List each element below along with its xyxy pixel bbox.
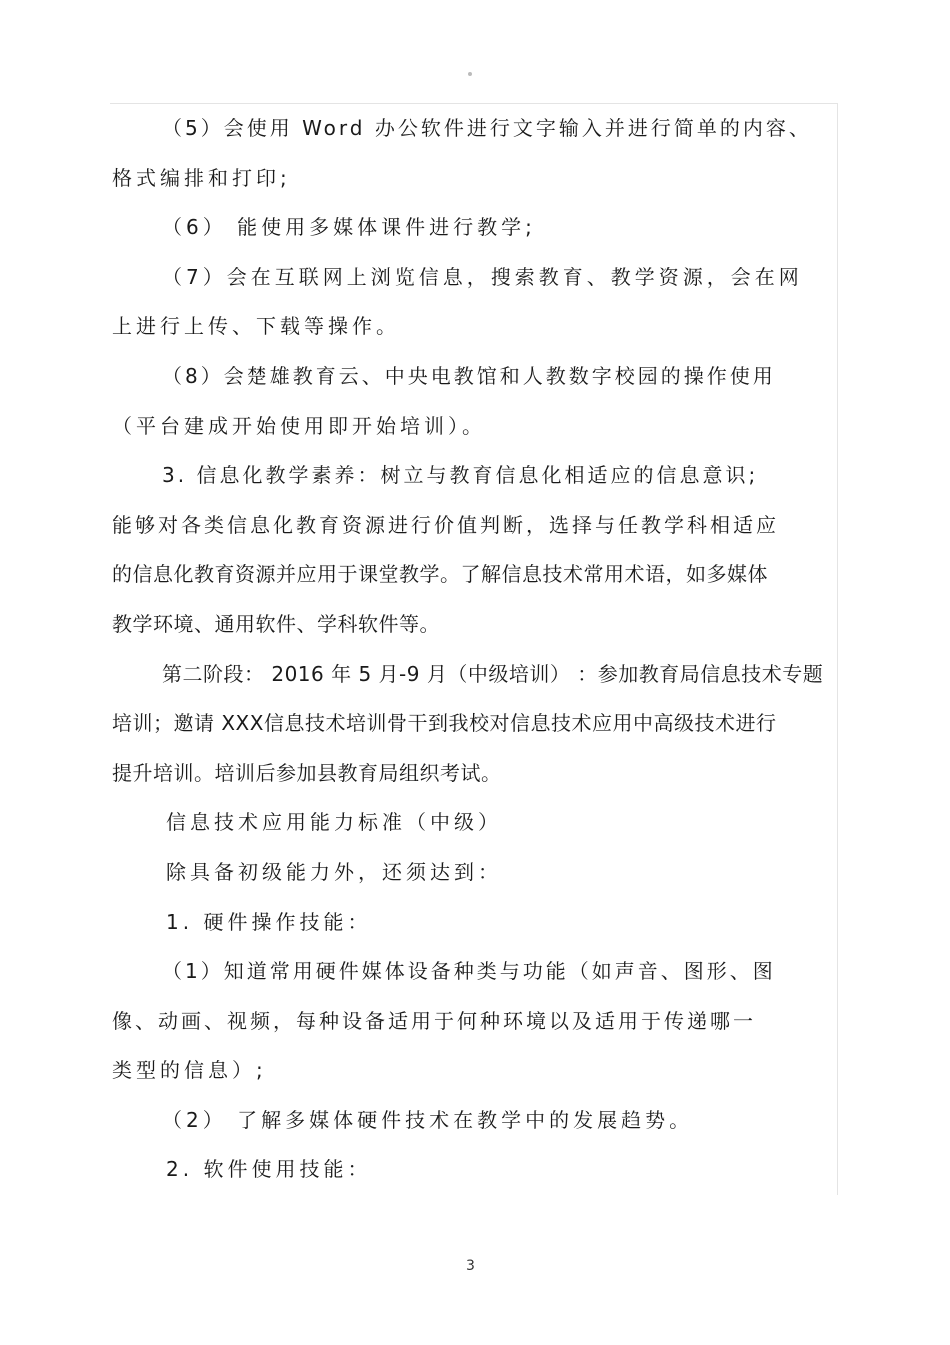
text-line: 信息技术应用能力标准（中级）	[166, 810, 502, 835]
page-number: 3	[466, 1258, 475, 1274]
text-line: 提升培训。培训后参加县教育局组织考试。	[112, 760, 502, 785]
header-mark	[468, 72, 472, 76]
text-line: 能够对各类信息化教育资源进行价值判断，选择与任教学科相适应	[112, 512, 779, 537]
body-text	[112, 104, 834, 1195]
text-line: 第二阶段： 2016 年 5 月-9 月（中级培训） ：参加教育局信息技术专题	[162, 661, 824, 686]
text-line: （5）会使用 Word 办公软件进行文字输入并进行简单的内容、	[162, 116, 812, 140]
text-line: 2. 软件使用技能：	[166, 1157, 372, 1182]
text-line: 培训；邀请 XXX信息技术培训骨干到我校对信息技术应用中高级技术进行	[112, 711, 777, 736]
text-line: 教学环境、通用软件、学科软件等。	[112, 611, 440, 636]
text-line: 像、动画、视频，每种设备适用于何种环境以及适用于传递哪一	[112, 1008, 756, 1033]
text-line: 除具备初级能力外，还须达到：	[166, 859, 502, 884]
text-line: （8）会楚雄教育云、中央电教馆和人教数字校园的操作使用	[162, 363, 776, 388]
text-line: （平台建成开始使用即开始培训）。	[112, 413, 486, 438]
text-line: 的信息化教育资源并应用于课堂教学。了解信息技术常用术语，如多媒体	[112, 562, 768, 587]
right-border-line	[837, 103, 838, 1195]
text-line: 3. 信息化教学素养：树立与教育信息化相适应的信息意识;	[162, 463, 759, 488]
text-line: （1）知道常用硬件媒体设备种类与功能（如声音、图形、图	[162, 959, 776, 984]
text-line: （7）会在互联网上浏览信息，搜索教育、教学资源，会在网	[162, 264, 803, 289]
text-line: 格式编排和打印;	[112, 165, 291, 190]
text-line: （2） 了解多媒体硬件技术在教学中的发展趋势。	[162, 1107, 694, 1132]
text-line: 类型的信息）;	[112, 1058, 267, 1083]
text-line: （6） 能使用多媒体课件进行教学;	[162, 215, 536, 240]
text-line: 上进行上传、下载等操作。	[112, 314, 400, 339]
text-line: 1. 硬件操作技能：	[166, 909, 372, 934]
